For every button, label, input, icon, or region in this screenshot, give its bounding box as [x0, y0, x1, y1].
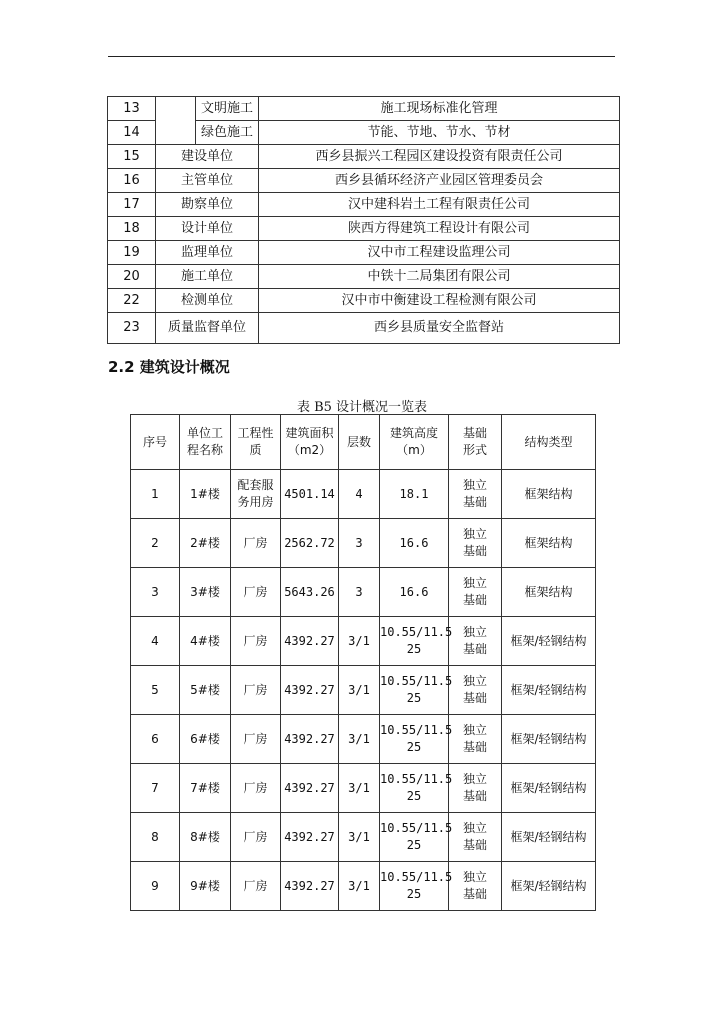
- cell-area: 4392.27: [281, 862, 339, 911]
- header-no: 序号: [131, 415, 180, 470]
- cell-structure: 框架结构: [502, 568, 596, 617]
- cell-floors: 3/1: [339, 617, 380, 666]
- cell-structure: 框架/轻钢结构: [502, 715, 596, 764]
- row-number: 16: [108, 169, 156, 193]
- table-row: [108, 145, 620, 169]
- cell-nature: 厂房: [231, 764, 281, 813]
- table-row: [131, 715, 596, 764]
- header-area: 建筑面积 （m2）: [281, 415, 339, 470]
- section-heading: 2.2 建筑设计概况: [108, 358, 230, 376]
- cell-unit: 4#楼: [180, 617, 231, 666]
- cell-height: 16.6: [380, 568, 449, 617]
- row-item-value: 西乡县质量安全监督站: [259, 313, 620, 344]
- row-number: 15: [108, 145, 156, 169]
- cell-area: 4392.27: [281, 764, 339, 813]
- cell-area: 4392.27: [281, 666, 339, 715]
- header-rule: [108, 56, 615, 57]
- row-item-name: 勘察单位: [156, 193, 259, 217]
- row-number: 17: [108, 193, 156, 217]
- cell-no: 4: [131, 617, 180, 666]
- row-item-value: 汉中市工程建设监理公司: [259, 241, 620, 265]
- cell-height: 16.6: [380, 519, 449, 568]
- header-nature: 工程性 质: [231, 415, 281, 470]
- table-row: [131, 617, 596, 666]
- cell-foundation: 独立 基础: [449, 519, 502, 568]
- cell-floors: 3/1: [339, 862, 380, 911]
- row-item-name: 施工单位: [156, 265, 259, 289]
- header-foundation: 基础 形式: [449, 415, 502, 470]
- cell-height: 10.55/11.5 25: [380, 764, 449, 813]
- cell-structure: 框架/轻钢结构: [502, 862, 596, 911]
- cell-no: 5: [131, 666, 180, 715]
- cell-floors: 3: [339, 568, 380, 617]
- cell-foundation: 独立 基础: [449, 813, 502, 862]
- row-item-value: 中铁十二局集团有限公司: [259, 265, 620, 289]
- table-row: [131, 666, 596, 715]
- design-overview-table: [130, 414, 596, 911]
- cell-no: 2: [131, 519, 180, 568]
- table-row: [131, 568, 596, 617]
- row-item-name: 检测单位: [156, 289, 259, 313]
- row-item-value: 汉中市中衡建设工程检测有限公司: [259, 289, 620, 313]
- table-row: [108, 217, 620, 241]
- table-row: [131, 862, 596, 911]
- cell-area: 2562.72: [281, 519, 339, 568]
- row-item-value: 陕西方得建筑工程设计有限公司: [259, 217, 620, 241]
- cell-unit: 3#楼: [180, 568, 231, 617]
- row-item-value: 汉中建科岩土工程有限责任公司: [259, 193, 620, 217]
- cell-no: 6: [131, 715, 180, 764]
- cell-unit: 5#楼: [180, 666, 231, 715]
- cell-structure: 框架/轻钢结构: [502, 813, 596, 862]
- cell-height: 10.55/11.5 25: [380, 862, 449, 911]
- cell-foundation: 独立 基础: [449, 715, 502, 764]
- design-overview-body: [131, 415, 596, 911]
- table-row: [131, 470, 596, 519]
- table-row: [108, 289, 620, 313]
- row-number: 20: [108, 265, 156, 289]
- table-row: [131, 519, 596, 568]
- group-cell: [156, 97, 196, 145]
- table-row: [108, 313, 620, 344]
- row-item-value: 节能、节地、节水、节材: [259, 121, 620, 145]
- cell-structure: 框架结构: [502, 519, 596, 568]
- cell-foundation: 独立 基础: [449, 862, 502, 911]
- cell-no: 7: [131, 764, 180, 813]
- row-number: 23: [108, 313, 156, 344]
- row-item-name: 绿色施工: [196, 121, 259, 145]
- cell-area: 5643.26: [281, 568, 339, 617]
- cell-no: 8: [131, 813, 180, 862]
- cell-foundation: 独立 基础: [449, 470, 502, 519]
- cell-foundation: 独立 基础: [449, 568, 502, 617]
- cell-height: 10.55/11.5 25: [380, 715, 449, 764]
- cell-floors: 3/1: [339, 764, 380, 813]
- row-item-name: 主管单位: [156, 169, 259, 193]
- cell-nature: 厂房: [231, 666, 281, 715]
- cell-height: 10.55/11.5 25: [380, 813, 449, 862]
- cell-structure: 框架结构: [502, 470, 596, 519]
- header-floors: 层数: [339, 415, 380, 470]
- cell-area: 4392.27: [281, 617, 339, 666]
- cell-unit: 7#楼: [180, 764, 231, 813]
- cell-height: 18.1: [380, 470, 449, 519]
- cell-area: 4501.14: [281, 470, 339, 519]
- cell-area: 4392.27: [281, 715, 339, 764]
- cell-nature: 厂房: [231, 813, 281, 862]
- row-item-value: 西乡县循环经济产业园区管理委员会: [259, 169, 620, 193]
- table-row: [108, 241, 620, 265]
- table-row: [108, 265, 620, 289]
- cell-no: 3: [131, 568, 180, 617]
- cell-foundation: 独立 基础: [449, 666, 502, 715]
- cell-structure: 框架/轻钢结构: [502, 666, 596, 715]
- row-item-name: 监理单位: [156, 241, 259, 265]
- cell-nature: 厂房: [231, 568, 281, 617]
- row-item-name: 质量监督单位: [156, 313, 259, 344]
- cell-nature: 配套服 务用房: [231, 470, 281, 519]
- table-row: [131, 764, 596, 813]
- row-number: 19: [108, 241, 156, 265]
- table-header-row: [131, 415, 596, 470]
- cell-floors: 3/1: [339, 666, 380, 715]
- cell-floors: 3/1: [339, 715, 380, 764]
- row-number: 22: [108, 289, 156, 313]
- cell-floors: 3: [339, 519, 380, 568]
- header-unit: 单位工 程名称: [180, 415, 231, 470]
- header-height: 建筑高度 （m）: [380, 415, 449, 470]
- cell-height: 10.55/11.5 25: [380, 666, 449, 715]
- cell-unit: 6#楼: [180, 715, 231, 764]
- cell-nature: 厂房: [231, 862, 281, 911]
- row-item-value: 施工现场标准化管理: [259, 97, 620, 121]
- cell-nature: 厂房: [231, 715, 281, 764]
- row-item-name: 建设单位: [156, 145, 259, 169]
- cell-area: 4392.27: [281, 813, 339, 862]
- row-item-name: 文明施工: [196, 97, 259, 121]
- cell-no: 9: [131, 862, 180, 911]
- cell-unit: 2#楼: [180, 519, 231, 568]
- cell-floors: 4: [339, 470, 380, 519]
- table-row: [108, 169, 620, 193]
- cell-unit: 8#楼: [180, 813, 231, 862]
- row-number: 18: [108, 217, 156, 241]
- row-item-name: 设计单位: [156, 217, 259, 241]
- cell-no: 1: [131, 470, 180, 519]
- project-parties-body: [108, 97, 620, 344]
- row-item-value: 西乡县振兴工程园区建设投资有限责任公司: [259, 145, 620, 169]
- cell-height: 10.55/11.5 25: [380, 617, 449, 666]
- cell-structure: 框架/轻钢结构: [502, 764, 596, 813]
- table-row: [108, 97, 620, 121]
- cell-foundation: 独立 基础: [449, 617, 502, 666]
- cell-structure: 框架/轻钢结构: [502, 617, 596, 666]
- cell-nature: 厂房: [231, 617, 281, 666]
- row-number: 14: [108, 121, 156, 145]
- table-row: [108, 193, 620, 217]
- cell-unit: 9#楼: [180, 862, 231, 911]
- row-number: 13: [108, 97, 156, 121]
- cell-nature: 厂房: [231, 519, 281, 568]
- cell-floors: 3/1: [339, 813, 380, 862]
- header-structure: 结构类型: [502, 415, 596, 470]
- cell-foundation: 独立 基础: [449, 764, 502, 813]
- table-caption: 表 B5 设计概况一览表: [296, 400, 428, 415]
- table-row: [131, 813, 596, 862]
- cell-unit: 1#楼: [180, 470, 231, 519]
- project-parties-table: [107, 96, 620, 344]
